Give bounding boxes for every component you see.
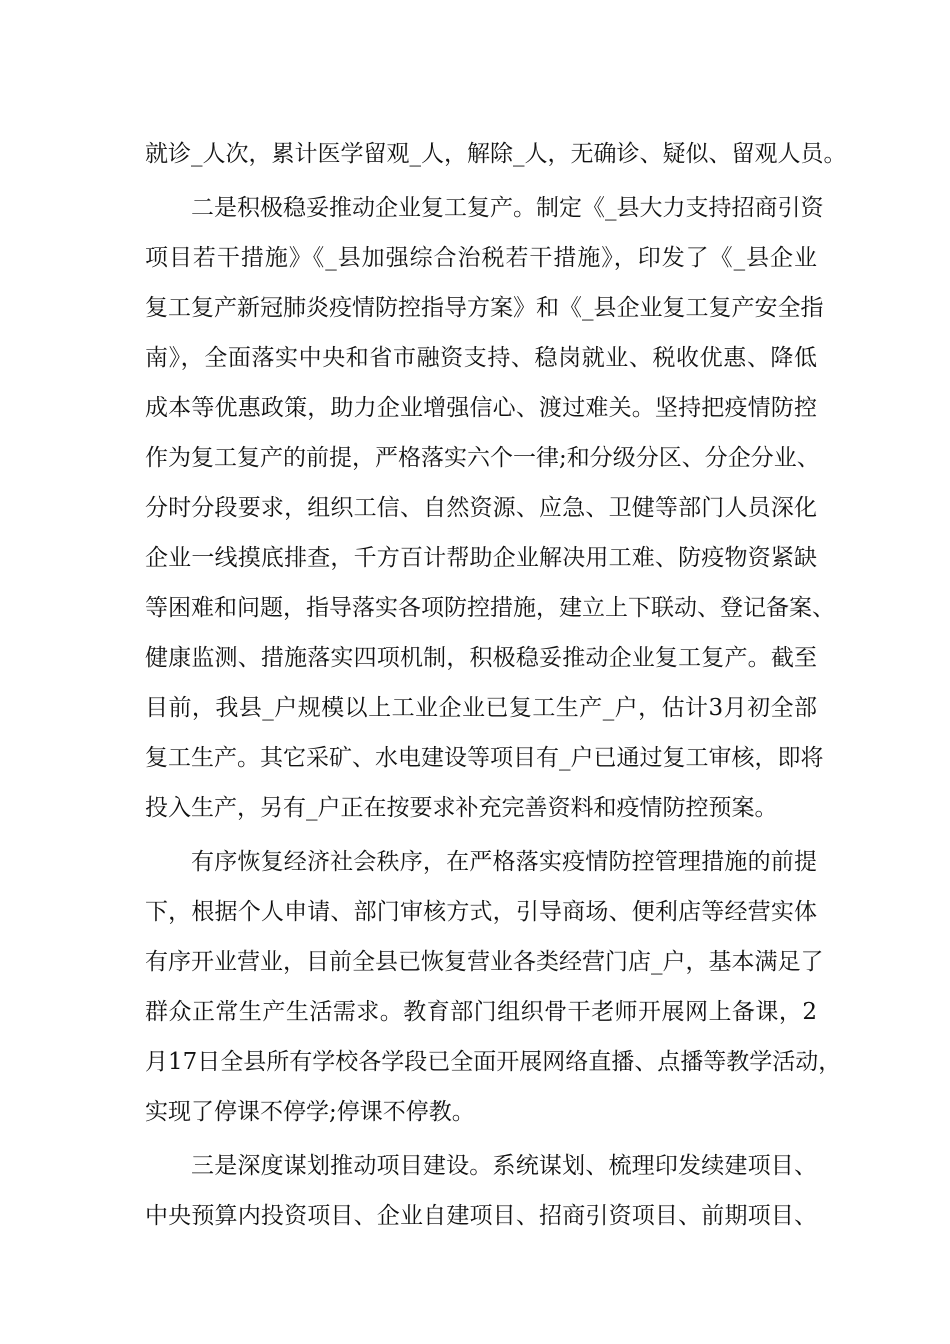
paragraph-first-line: 二是积极稳妥推动企业复工复产。制定《_县大力支持招商引资: [191, 195, 824, 221]
text-line: 有序开业营业，目前全县已恢复营业各类经营门店_户，基本满足了: [145, 949, 824, 975]
paragraph-first-line: 三是深度谋划推动项目建设。系统谋划、梳理印发续建项目、: [191, 1153, 817, 1179]
text-line: 群众正常生产生活需求。教育部门组织骨干老师开展网上备课，2: [145, 999, 817, 1025]
text-line: 下，根据个人申请、部门审核方式，引导商场、便利店等经营实体: [145, 899, 817, 925]
text-line: 目前，我县_户规模以上工业企业已复工生产_户，估计3月初全部: [145, 695, 817, 721]
text-line: 复工生产。其它采矿、水电建设等项目有_户已通过复工审核，即将: [145, 745, 824, 771]
text-line: 项目若干措施》《_县加强综合治税若干措施》，印发了《_县企业: [145, 245, 817, 271]
text-line: 作为复工复产的前提，严格落实六个一律;和分级分区、分企分业、: [145, 445, 820, 471]
text-line: 健康监测、措施落实四项机制，积极稳妥推动企业复工复产。截至: [145, 645, 817, 671]
text-line: 就诊_人次，累计医学留观_人，解除_人，无确诊、疑似、留观人员。: [145, 141, 847, 167]
text-line: 分时分段要求，组织工信、自然资源、应急、卫健等部门人员深化: [145, 495, 817, 521]
text-line: 月17日全县所有学校各学段已全面开展网络直播、点播等教学活动，: [145, 1049, 842, 1075]
text-line: 中央预算内投资项目、企业自建项目、招商引资项目、前期项目、: [145, 1203, 817, 1229]
text-line: 等困难和问题，指导落实各项防控措施，建立上下联动、登记备案、: [145, 595, 835, 621]
text-line: 企业一线摸底排查，千方百计帮助企业解决用工难、防疫物资紧缺: [145, 545, 817, 571]
text-line: 复工复产新冠肺炎疫情防控指导方案》和《_县企业复工复产安全指: [145, 295, 824, 321]
text-line: 南》，全面落实中央和省市融资支持、稳岗就业、税收优惠、降低: [145, 345, 817, 371]
paragraph-last-line: 投入生产，另有_户正在按要求补充完善资料和疫情防控预案。: [145, 795, 778, 821]
text-line: 成本等优惠政策，助力企业增强信心、渡过难关。坚持把疫情防控: [145, 395, 817, 421]
paragraph-last-line: 实现了停课不停学;停课不停教。: [145, 1099, 475, 1125]
paragraph-first-line: 有序恢复经济社会秩序，在严格落实疫情防控管理措施的前提: [191, 849, 817, 875]
document-body: [145, 129, 847, 1241]
